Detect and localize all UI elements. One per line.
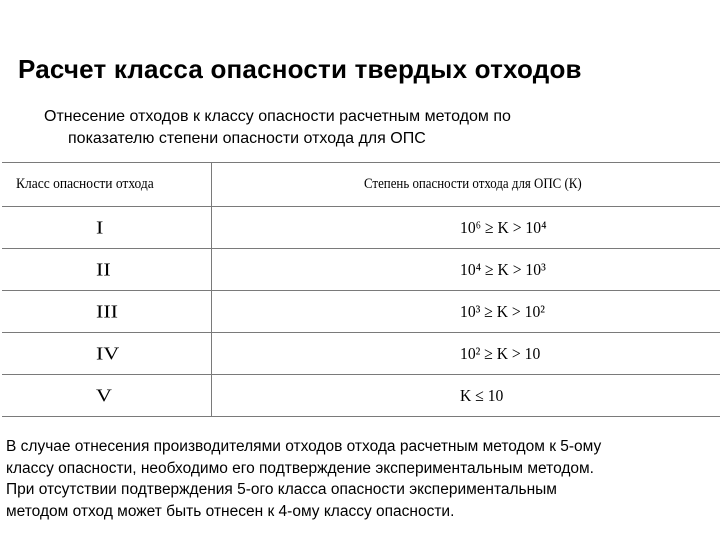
table-row [2,291,720,333]
subtitle-line-1: Отнесение отходов к классу опасности расчетным методом по [44,108,511,125]
header-hazard-class: Класс опасности отхода [2,163,212,207]
slide-subtitle [44,106,684,150]
slide-title: Расчет класса опасности твердых отходов [18,54,582,84]
note-line: методом отход может быть отнесен к 4-ому классу опасности. [6,502,455,520]
note-paragraph [6,436,711,522]
table-header-row [2,163,720,207]
header-hazard-degree: Степень опасности отхода для ОПС (К) [212,163,720,207]
table-row [2,207,720,249]
hazard-class-table [2,162,720,417]
hazard-class-cell: IV [2,333,212,375]
subtitle-line-2: показателю степени опасности отхода для ОПС [68,130,426,147]
note-line: При отсутствии подтверждения 5-ого класса опасности экспериментальным [6,481,557,498]
table-row [2,375,720,417]
hazard-degree-cell: 10⁶ ≥ K > 10⁴ [212,207,720,249]
hazard-class-cell: V [2,375,212,417]
hazard-degree-cell: 10³ ≥ K > 10² [212,291,720,333]
hazard-degree-cell: 10² ≥ K > 10 [212,333,720,375]
table-row [2,333,720,375]
hazard-degree-cell: 10⁴ ≥ K > 10³ [212,249,720,291]
hazard-class-cell: I [2,207,212,249]
table-row [2,249,720,291]
hazard-degree-cell: K ≤ 10 [212,375,720,417]
note-line: В случае отнесения производителями отходов отхода расчетным методом к 5-ому [6,438,602,455]
hazard-class-cell: II [2,249,212,291]
hazard-class-cell: III [2,291,212,333]
note-line: классу опасности, необходимо его подтверждение экспериментальным методом. [6,459,594,477]
